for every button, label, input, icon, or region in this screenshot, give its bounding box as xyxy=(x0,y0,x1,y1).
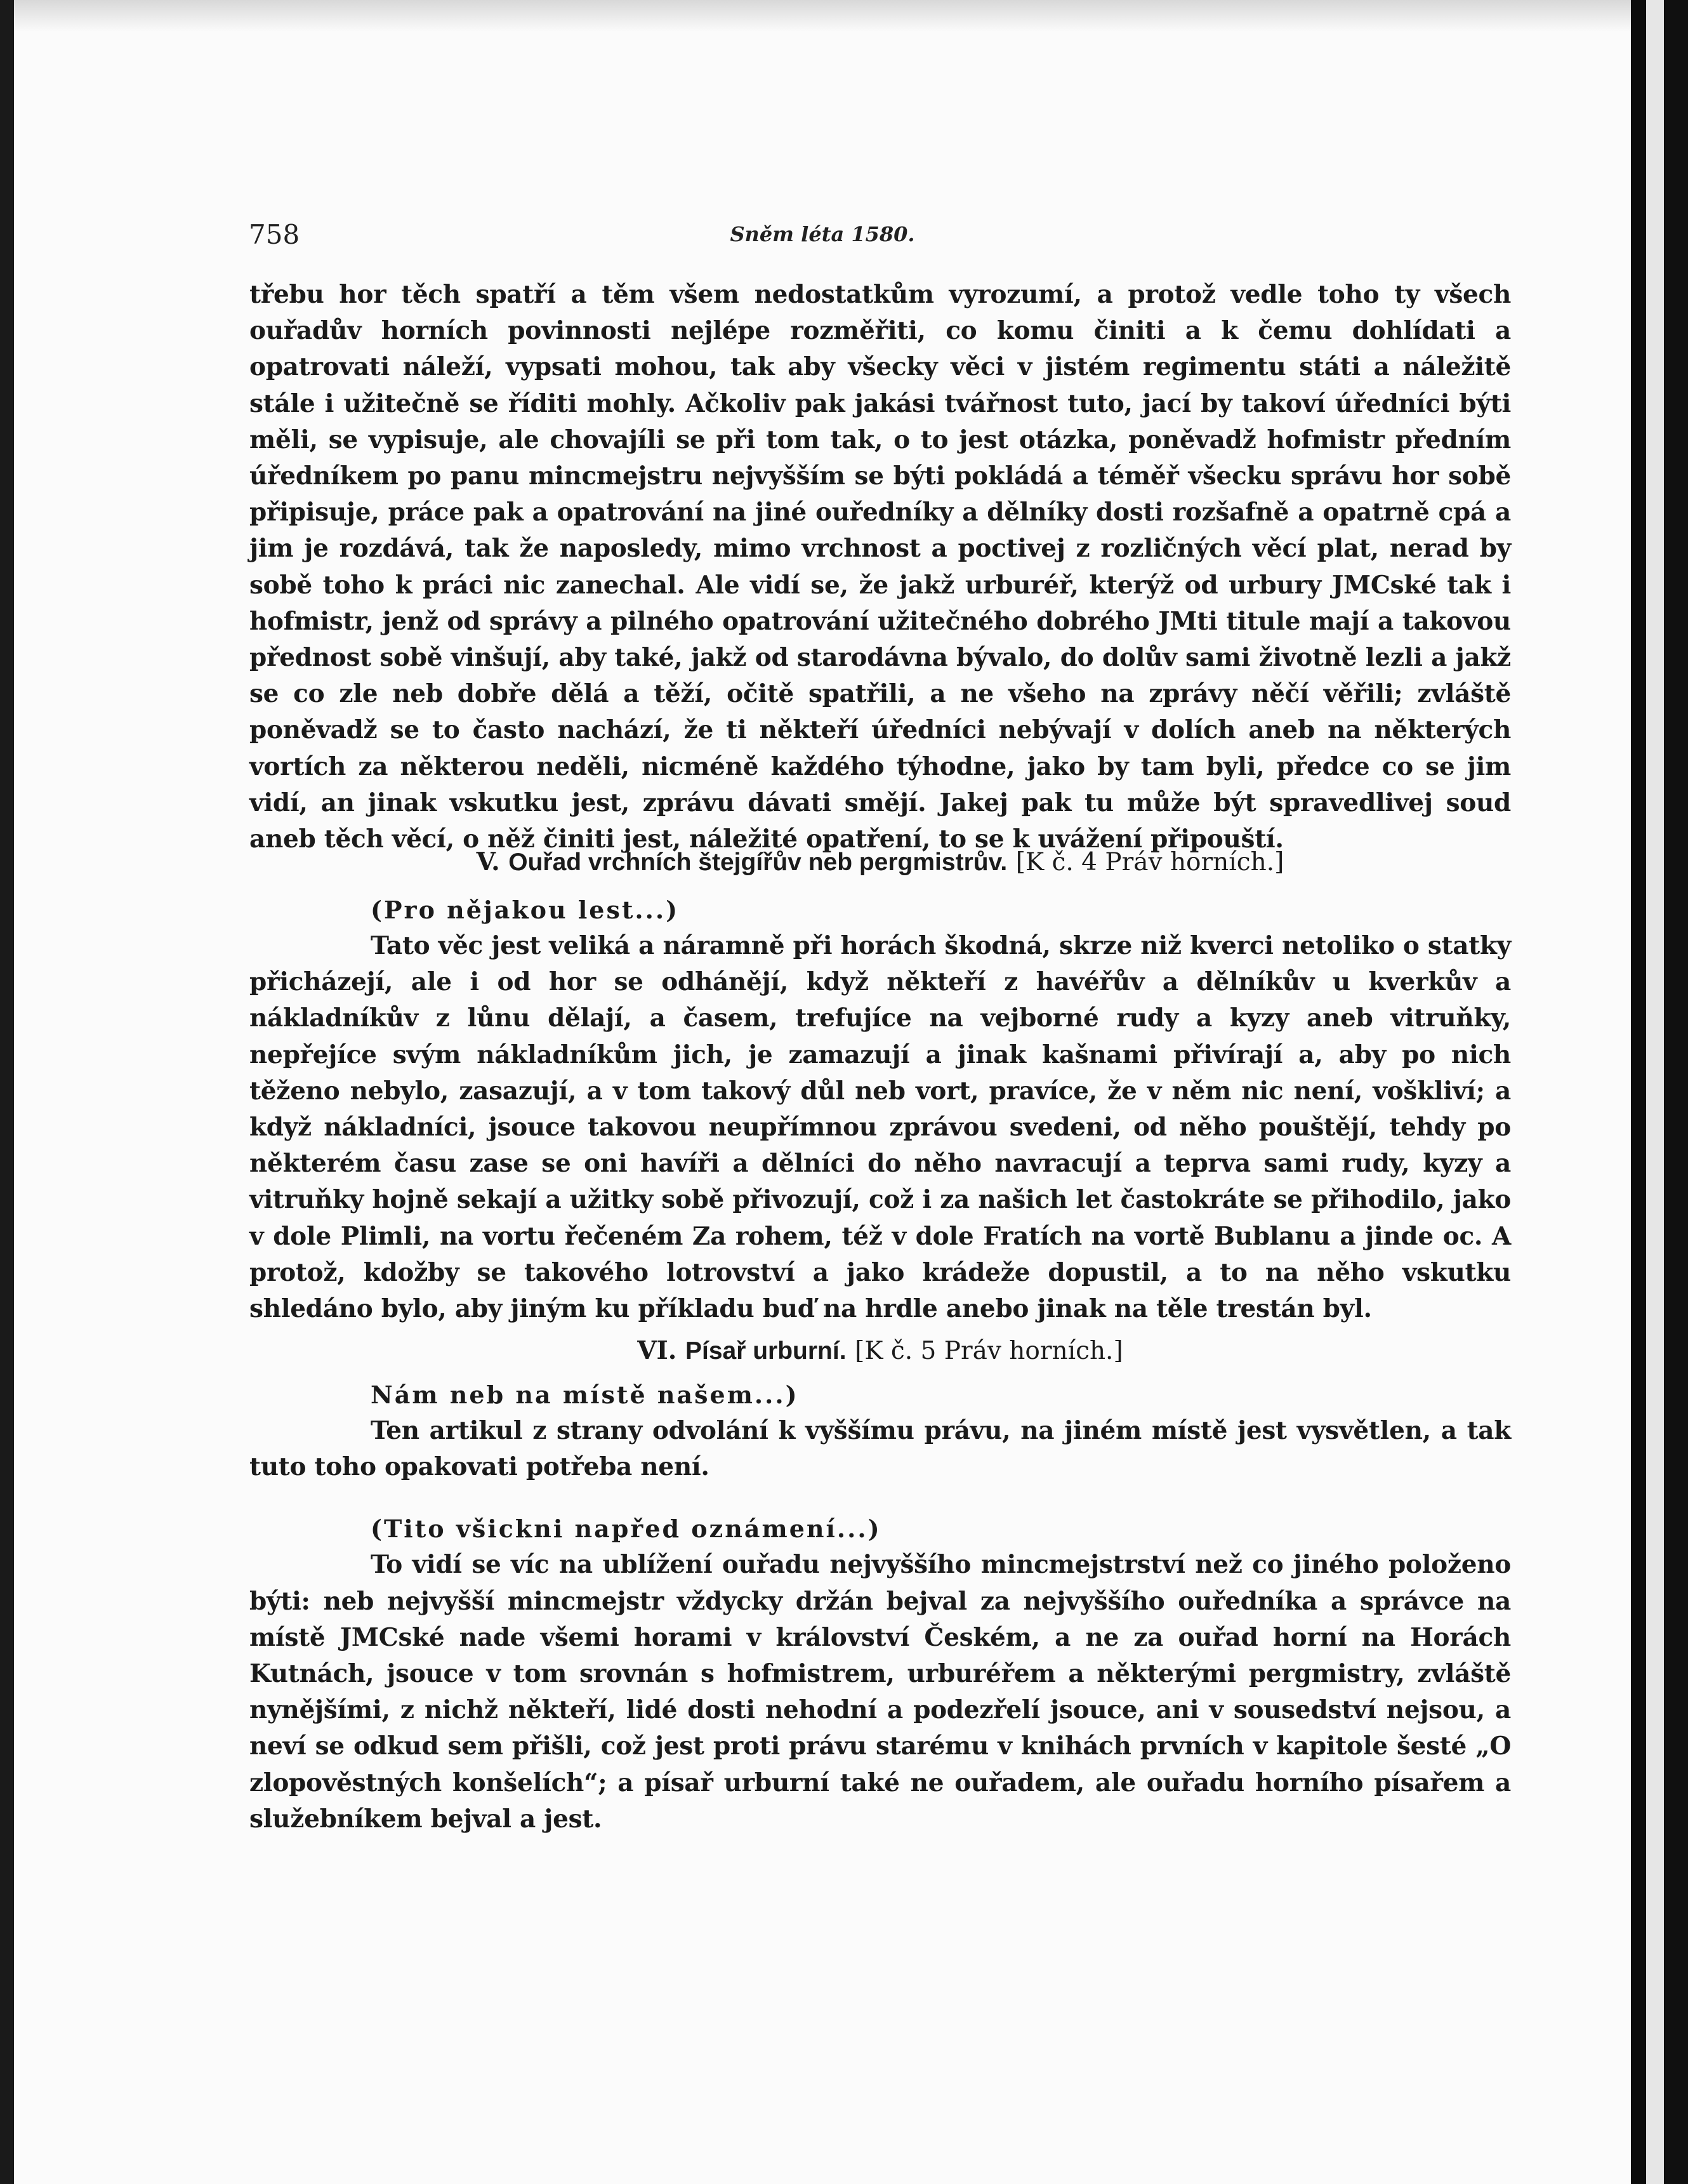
section-6-title: Písař urburní. xyxy=(685,1337,847,1365)
opening-block xyxy=(249,277,1511,857)
section-6-number: VI. xyxy=(637,1336,677,1365)
section-5-text: Tato věc jest veliká a náramně při horách škodná, skrze niž kverci netoliko o statky přicházejí, ale i od hor se odhánějí, když někteří z havéřův a dělníkův u kverkův a nákladníkův z lůnu dělají, a časem, trefujíce na vejborné rudy a kyzy aneb vitruňky, nepřejíce svým nákladníkům jich, je zamazují a jinak kašnami přivírají a, aby po nich těženo nebylo, zasazují, a v tom takový důl neb vort, pravíce, že v něm nic není, voškliví; a když nákladníci, jsouce takovou neupřímnou zprávou svedeni, od něho pouštějí, tehdy po některém času zase se oni havíři a dělníci do něho navracují a teprva sami rudy, kyzy a vitruňky hojně sekají a užitky sobě přivozují, což i za našich let častokráte se přihodilo, jako v dole Plimli, na vortu řečeném Za rohem, též v dole Fratích na vortě Bublanu a jinde oc. A protož, kdožby se takového lotrovství a jako krádeže dopustil, a to na něho vskutku shledáno bylo, aby jiným ku příkladu buď na hrdle anebo jinak na těle trestán byl. xyxy=(249,931,1511,1324)
book-page xyxy=(14,0,1631,2184)
section-6-text-2: To vidí se víc na ublížení ouřadu nejvyššího mincmejstrství než co jiného položeno býti: neb nejvyšší mincmejstr vždycky držán bejval za nejvyššího ouředníka a správce na místě JMCské nade všemi horami v království Českém, a ne za ouřad horní na Horách Kutnách, jsouce v tom srovnán s hofmistrem, urburéřem a některými pergmistry, zvláště nynějšími, z nichž někteří, lidé dosti nehodní a podezřelí jsouce, ani v sousedství nejsou, a neví se odkud sem přišli, což jest proti právu starému v knihách prvních v kapitole šesté „O zlopověstných konšelích“; a písař urburní také ne ouřadem, ale ouřadu horního písařem a služebníkem bejval a jest. xyxy=(249,1550,1511,1834)
section-6-ref: [K č. 5 Práv horních.] xyxy=(855,1337,1123,1365)
section-6-text-1: Ten artikul z strany odvolání k vyššímu právu, na jiném místě jest vysvětlen, a tak tuto toho opakovati potřeba není. xyxy=(249,1416,1511,1482)
running-head: Sněm léta 1580. xyxy=(730,222,915,246)
scan-background xyxy=(1664,0,1688,2184)
section-5-ref: [K č. 4 Práv horních.] xyxy=(1015,848,1284,877)
section-6-citation-2: (Tito všickni napřed oznámení...) xyxy=(371,1514,881,1544)
section-5-title: Ouřad vrchních štejgířův neb pergmistrův. xyxy=(508,849,1008,876)
section-5 xyxy=(249,844,1511,1327)
page-number: 758 xyxy=(249,219,300,250)
page-gutter-shadow xyxy=(1631,0,1646,2184)
section-6-heading xyxy=(249,1333,1511,1369)
section-6-citation-1: Nám neb na místě našem...) xyxy=(371,1380,799,1409)
section-5-heading xyxy=(249,844,1511,880)
section-6 xyxy=(249,1333,1511,1837)
next-page-edge xyxy=(1646,0,1664,2184)
opening-paragraph: třebu hor těch spatří a těm všem nedostatkům vyrozumí, a protož vedle toho ty všech ouřadův horních povinnosti nejlépe rozměřiti, co komu činiti a k čemu dohlídati a opatrovati náleží, vypsati mohou, tak aby všecky věci v jistém regimentu státi a náležitě stále i užitečně se říditi mohly. Ačkoliv pak jakási tvářnost tuto, jací by takoví úředníci býti měli, se vypisuje, ale chovajíli se při tom tak, o to jest otázka, poněvadž hofmistr předním úředníkem po panu mincmejstru nejvyšším se býti pokládá a téměř všecku správu hor sobě připisuje, práce pak a opatrování na jiné ouředníky a dělníky dosti rozšafně a opatrně cpá a jim je rozdává, tak že naposledy, mimo vrchnost a poctivej z rozličných věcí plat, nerad by sobě toho k práci nic zanechal. Ale vidí se, že jakž urburéř, kterýž od urbury JMCské tak i hofmistr, jenž od správy a pilného opatrování užitečného dobrého JMti titule mají a takovou přednost sobě vinšují, aby také, jakž od starodávna bývalo, do dolův sami životně lezli a jakž se co zle neb dobře dělá a těží, očitě spatřili, a ne všeho na zprávy něčí věřili; zvláště poněvadž se to často nachází, že ti někteří úředníci nebývají v dolích aneb na některých vortích za některou neděli, nicméně každého týhodne, jako by tam byli, předce co se jim vidí, an jinak vskutku jest, zprávu dávati smějí. Jakej pak tu může být spravedlivej soud aneb těch věcí, o něž činiti jest, náležité opatření, to se k uvážení připouští. xyxy=(249,280,1511,854)
section-5-citation: (Pro nějakou lest...) xyxy=(371,896,680,924)
section-5-number: V. xyxy=(476,847,500,877)
